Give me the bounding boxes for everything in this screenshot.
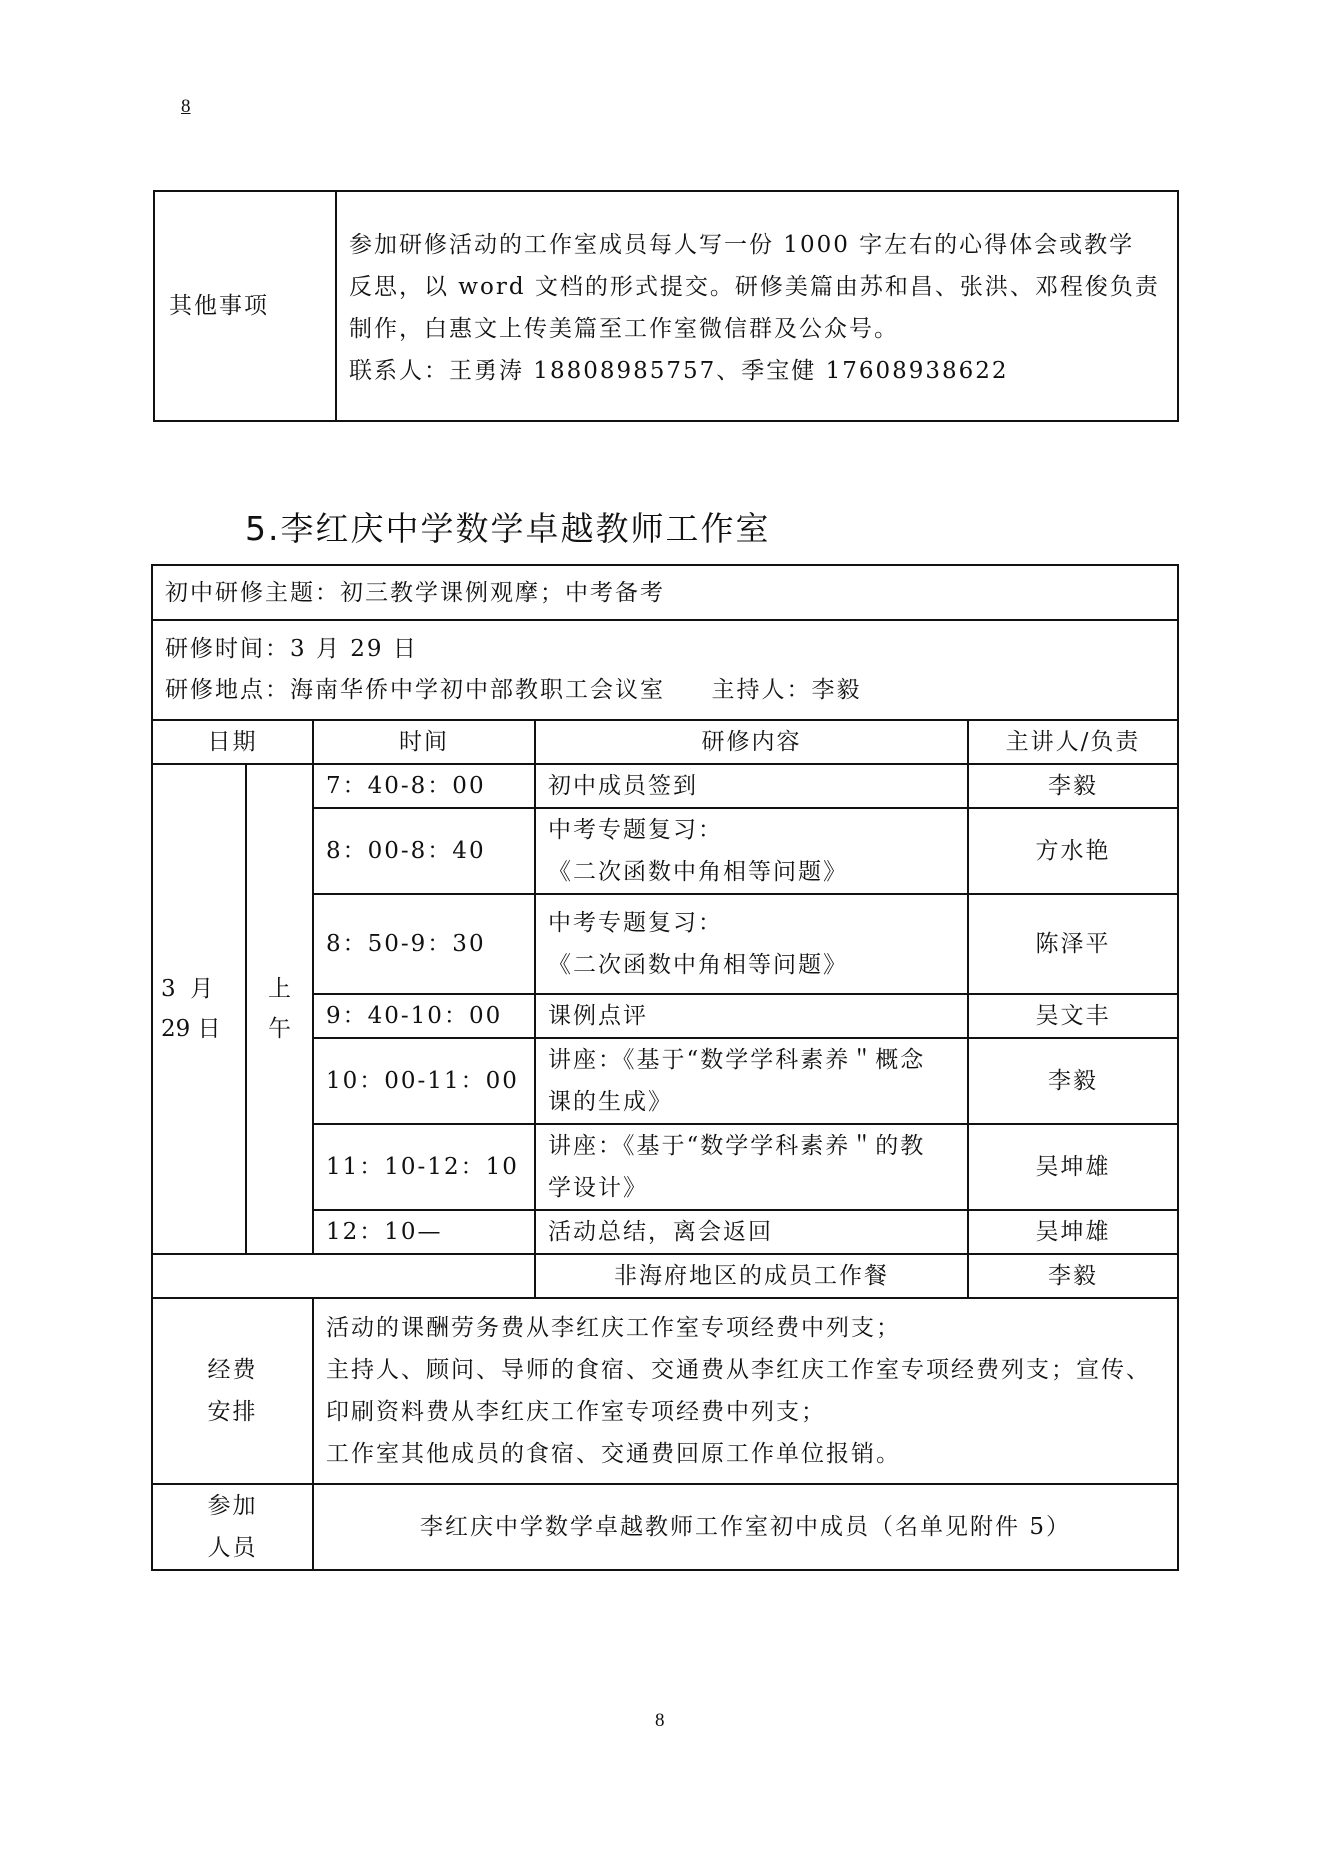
row-speaker: 陈泽平 <box>968 894 1178 994</box>
row-time: 10：00-11：00 <box>313 1038 535 1124</box>
contact-line: 联系人：王勇涛 18808985757、季宝健 17608938622 <box>349 358 1009 384</box>
row-content-line: 讲座：《基于“数学学科素养＂概念 <box>548 1047 926 1073</box>
funding-label <box>152 1298 313 1484</box>
row-content <box>535 808 968 894</box>
header-date: 日期 <box>152 720 313 764</box>
schedule-table <box>151 564 1179 1571</box>
time-place-cell <box>152 620 1178 720</box>
row-content-line: 学设计》 <box>548 1175 648 1201</box>
row-content: 课例点评 <box>535 994 968 1038</box>
funding-line: 工作室其他成员的食宿、交通费回原工作单位报销。 <box>326 1441 901 1467</box>
row-speaker: 李毅 <box>968 1038 1178 1124</box>
row-content <box>535 1124 968 1210</box>
participants-label <box>152 1484 313 1570</box>
row-time: 7：40-8：00 <box>313 764 535 808</box>
other-matters-line: 反思，以 word 文档的形式提交。研修美篇由苏和昌、张洪、邓程俊负责 <box>349 274 1160 300</box>
research-time: 研修时间：3 月 29 日 <box>165 636 418 662</box>
funding-label-line: 经费 <box>207 1357 258 1383</box>
other-matters-line: 制作，白惠文上传美篇至工作室微信群及公众号。 <box>349 316 899 342</box>
meal-content: 非海府地区的成员工作餐 <box>535 1254 968 1298</box>
header-content: 研修内容 <box>535 720 968 764</box>
row-speaker: 吴坤雄 <box>968 1124 1178 1210</box>
row-speaker: 李毅 <box>968 764 1178 808</box>
other-matters-label: 其他事项 <box>154 191 336 421</box>
participants-label-line: 人员 <box>207 1535 258 1561</box>
meal-empty-cell <box>152 1254 535 1298</box>
row-content: 初中成员签到 <box>535 764 968 808</box>
funding-line: 活动的课酬劳务费从李红庆工作室专项经费中列支； <box>326 1315 901 1341</box>
row-content-line: 讲座：《基于“数学学科素养＂的教 <box>548 1133 926 1159</box>
meal-speaker: 李毅 <box>968 1254 1178 1298</box>
other-matters-content <box>336 191 1178 421</box>
row-content <box>535 1038 968 1124</box>
row-time: 9：40-10：00 <box>313 994 535 1038</box>
row-content <box>535 894 968 994</box>
row-speaker: 吴文丰 <box>968 994 1178 1038</box>
funding-line: 印刷资料费从李红庆工作室专项经费中列支； <box>326 1399 826 1425</box>
date-line: 3 月 <box>161 976 214 1002</box>
period-line: 午 <box>268 1016 291 1042</box>
other-matters-table <box>153 190 1179 422</box>
period-cell <box>246 764 313 1254</box>
date-cell <box>152 764 246 1254</box>
research-place: 研修地点：海南华侨中学初中部教职工会议室 主持人：李毅 <box>165 677 862 703</box>
row-speaker: 方水艳 <box>968 808 1178 894</box>
date-line: 29 日 <box>161 1016 221 1042</box>
participants-content: 李红庆中学数学卓越教师工作室初中成员（名单见附件 5） <box>313 1484 1178 1570</box>
header-speaker: 主讲人/负责 <box>968 720 1178 764</box>
participants-label-line: 参加 <box>207 1493 258 1519</box>
row-content-line: 中考专题复习： <box>548 817 723 843</box>
other-matters-line: 参加研修活动的工作室成员每人写一份 1000 字左右的心得体会或教学 <box>349 232 1135 258</box>
page-number-top: 8 <box>181 96 191 117</box>
row-content-line: 中考专题复习： <box>548 910 723 936</box>
row-time: 12：10— <box>313 1210 535 1254</box>
funding-content <box>313 1298 1178 1484</box>
row-content-line: 课的生成》 <box>548 1089 673 1115</box>
row-content-line: 《二次函数中角相等问题》 <box>548 859 848 885</box>
row-time: 11：10-12：10 <box>313 1124 535 1210</box>
row-speaker: 吴坤雄 <box>968 1210 1178 1254</box>
row-content: 活动总结，离会返回 <box>535 1210 968 1254</box>
row-content-line: 《二次函数中角相等问题》 <box>548 952 848 978</box>
period-line: 上 <box>268 976 291 1002</box>
page-number-bottom: 8 <box>655 1710 665 1731</box>
funding-line: 主持人、顾问、导师的食宿、交通费从李红庆工作室专项经费列支；宣传、 <box>326 1357 1151 1383</box>
row-time: 8：00-8：40 <box>313 808 535 894</box>
row-time: 8：50-9：30 <box>313 894 535 994</box>
section-title: 5.李红庆中学数学卓越教师工作室 <box>245 509 771 548</box>
header-time: 时间 <box>313 720 535 764</box>
funding-label-line: 安排 <box>207 1399 258 1425</box>
research-theme: 初中研修主题：初三教学课例观摩；中考备考 <box>152 565 1178 620</box>
